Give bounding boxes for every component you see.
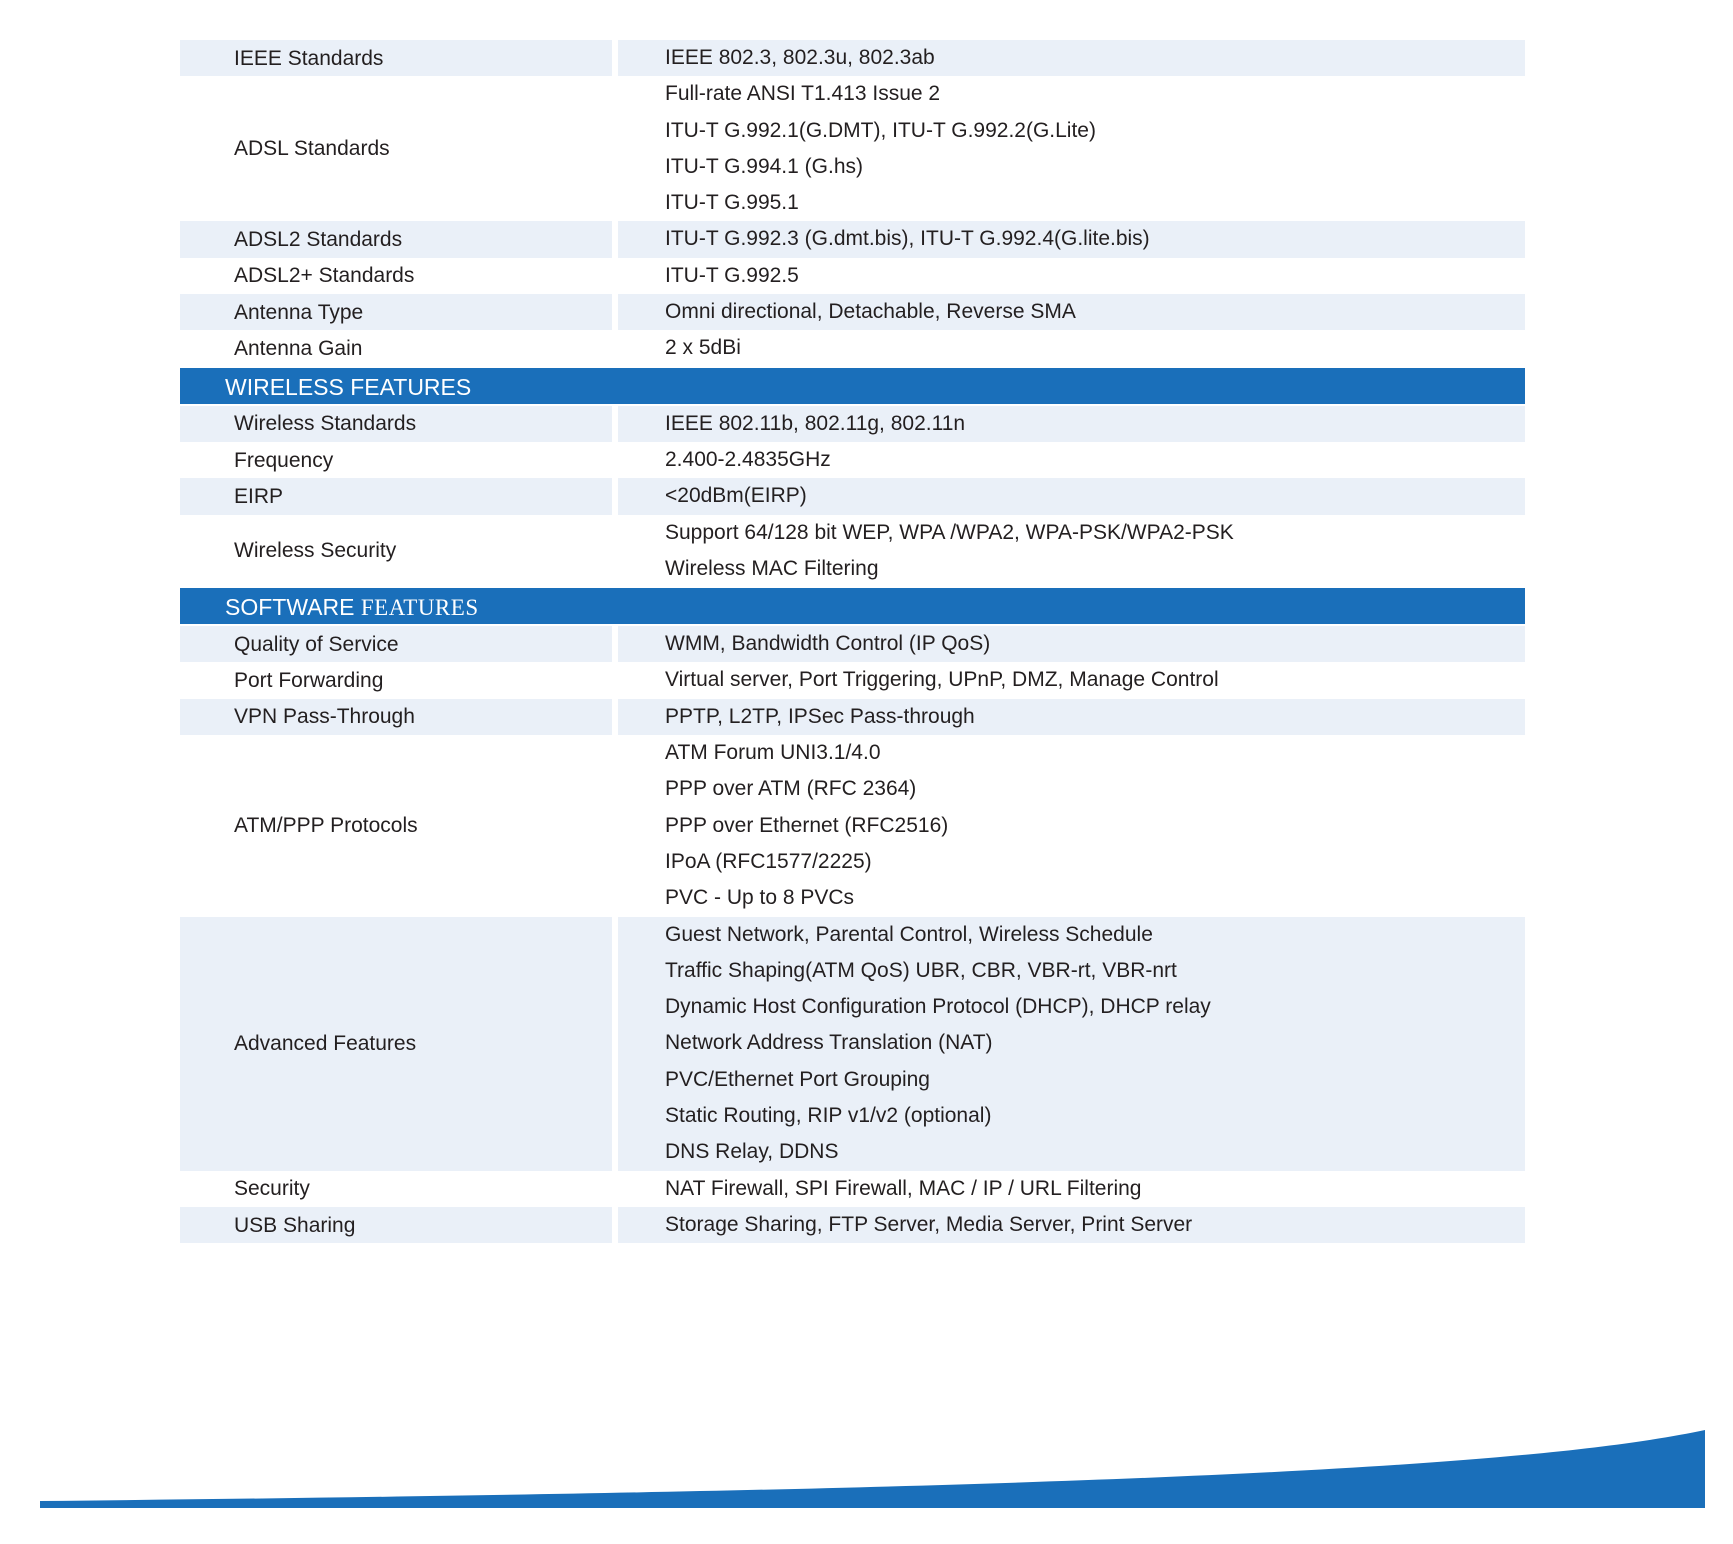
spec-label: Advanced Features (180, 917, 612, 1171)
spec-value-line: Network Address Translation (NAT) (665, 1031, 993, 1055)
spec-row (180, 221, 1525, 257)
spec-values (618, 478, 1525, 514)
spec-row (180, 406, 1525, 442)
spec-value-line: ITU-T G.992.5 (665, 263, 799, 287)
spec-value-line: Traffic Shaping(ATM QoS) UBR, CBR, VBR-rt, VBR-nrt (665, 958, 1177, 982)
spec-label: ADSL2 Standards (180, 221, 612, 257)
spec-row (180, 40, 1525, 76)
spec-label: IEEE Standards (180, 40, 612, 76)
spec-values (618, 515, 1525, 588)
spec-label: ADSL2+ Standards (234, 264, 415, 288)
spec-label: Wireless Standards (180, 406, 612, 442)
spec-row (180, 699, 1525, 735)
spec-row (180, 1207, 1525, 1243)
spec-values (618, 917, 1525, 1171)
spec-values (618, 1171, 1525, 1207)
spec-row (180, 626, 1525, 662)
spec-row (180, 917, 1525, 1171)
spec-label: VPN Pass-Through (180, 699, 612, 735)
spec-value-line: 2.400-2.4835GHz (665, 447, 831, 471)
spec-value-line: ITU-T G.992.3 (G.dmt.bis), ITU-T G.992.4(G.lite.bis) (665, 227, 1150, 251)
spec-value-line: WMM, Bandwidth Control (IP QoS) (665, 632, 991, 656)
wireless-spec-group (180, 406, 1525, 587)
spec-value-line: Static Routing, RIP v1/v2 (optional) (665, 1104, 992, 1128)
footer-swoosh-shape (40, 1430, 1705, 1508)
spec-value-line: IEEE 802.11b, 802.11g, 802.11n (665, 411, 966, 435)
spec-label: EIRP (180, 478, 612, 514)
spec-values (618, 1207, 1525, 1243)
spec-values (618, 699, 1525, 735)
spec-label: ATM/PPP Protocols (234, 814, 418, 838)
spec-value-line: ATM Forum UNI3.1/4.0 (665, 741, 881, 765)
wireless-features-header (180, 368, 1525, 404)
spec-value-line: ITU-T G.995.1 (665, 191, 799, 215)
spec-row (180, 515, 1525, 588)
spec-value-line: Omni directional, Detachable, Reverse SMA (665, 300, 1076, 324)
spec-row (180, 76, 1525, 221)
spec-values (618, 294, 1525, 330)
spec-label: Antenna Gain (234, 337, 363, 361)
spec-values (618, 662, 1525, 698)
spec-label: Port Forwarding (234, 669, 384, 693)
spec-value-line: 2 x 5dBi (665, 336, 741, 360)
spec-label: Quality of Service (180, 626, 612, 662)
spec-values (618, 221, 1525, 257)
spec-value-line: IEEE 802.3, 802.3u, 802.3ab (665, 46, 935, 69)
spec-row (180, 330, 1525, 366)
spec-value-line: ITU-T G.992.1(G.DMT), ITU-T G.992.2(G.Lite) (665, 118, 1096, 142)
spec-value-line: <20dBm(EIRP) (665, 484, 807, 508)
spec-value-line: PPP over Ethernet (RFC2516) (665, 813, 949, 837)
spec-label: Security (234, 1177, 310, 1201)
spec-values (618, 76, 1525, 221)
spec-values (618, 258, 1525, 294)
spec-value-line: NAT Firewall, SPI Firewall, MAC / IP / URL Filtering (665, 1176, 1142, 1200)
software-features-title-part1: SOFTWARE (225, 594, 355, 621)
spec-values (618, 330, 1525, 366)
spec-row (180, 662, 1525, 698)
spec-sheet (180, 40, 1525, 1243)
spec-row (180, 442, 1525, 478)
spec-value-line: Dynamic Host Configuration Protocol (DHCP), DHCP relay (665, 995, 1211, 1019)
hardware-spec-group (180, 40, 1525, 367)
spec-value-line: PPP over ATM (RFC 2364) (665, 777, 917, 801)
spec-label: Antenna Type (180, 294, 612, 330)
spec-value-line: PPTP, L2TP, IPSec Pass-through (665, 704, 975, 728)
spec-values (618, 406, 1525, 442)
spec-row (180, 294, 1525, 330)
software-features-header (180, 588, 1525, 624)
spec-row (180, 478, 1525, 514)
spec-value-line: IPoA (RFC1577/2225) (665, 849, 872, 873)
spec-row (180, 735, 1525, 916)
spec-values (618, 626, 1525, 662)
spec-values (618, 442, 1525, 478)
spec-label: Wireless Security (234, 539, 397, 563)
spec-label: USB Sharing (180, 1207, 612, 1243)
software-spec-group (180, 626, 1525, 1243)
spec-value-line: Support 64/128 bit WEP, WPA /WPA2, WPA-PSK/WPA2-PSK (665, 520, 1234, 544)
spec-value-line: Storage Sharing, FTP Server, Media Server, Print Server (665, 1212, 1193, 1236)
spec-values (618, 40, 1525, 76)
spec-value-line: ITU-T G.994.1 (G.hs) (665, 154, 863, 178)
wireless-features-title: WIRELESS FEATURES (225, 373, 472, 400)
spec-value-line: Wireless MAC Filtering (665, 556, 879, 580)
spec-value-line: Guest Network, Parental Control, Wireless Schedule (665, 922, 1153, 946)
spec-row (180, 1171, 1525, 1207)
spec-value-line: PVC - Up to 8 PVCs (665, 886, 855, 910)
spec-value-line: DNS Relay, DDNS (665, 1140, 839, 1164)
spec-value-line: Full-rate ANSI T1.413 Issue 2 (665, 82, 941, 106)
spec-values (618, 735, 1525, 916)
spec-label: Frequency (234, 448, 334, 472)
spec-row (180, 258, 1525, 294)
spec-value-line: Virtual server, Port Triggering, UPnP, DMZ, Manage Control (665, 668, 1219, 692)
spec-value-line: PVC/Ethernet Port Grouping (665, 1067, 930, 1091)
footer-swoosh-decoration (40, 1395, 1705, 1515)
spec-label: ADSL Standards (234, 137, 390, 161)
software-features-title-part2: FEATURES (360, 595, 479, 621)
